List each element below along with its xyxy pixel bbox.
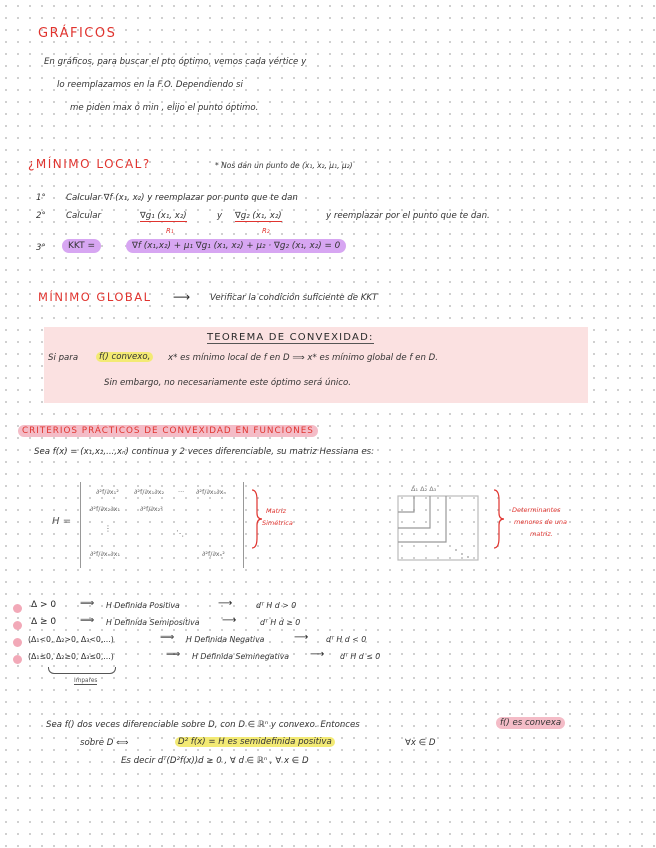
condition-2-arrow: ⟶ <box>222 615 237 626</box>
r2-label: R₂ <box>262 227 270 235</box>
step-1-number: 1° <box>36 193 46 203</box>
condition-1-result: dᵀ H d > 0 <box>256 601 297 610</box>
minimo-local-note: * Nos dan un punto de (x₁, x₂, μ₁, μ₂) <box>215 161 353 170</box>
impares-bracket <box>48 667 116 674</box>
condition-1-implies: ⟹ <box>80 598 95 609</box>
condition-2-implies: ⟹ <box>80 615 95 626</box>
condition-4-implies: ⟹ <box>166 649 181 660</box>
condition-4-delta: (Δ₁≤0, Δ₂≥0, Δ₃≤0,...) <box>28 652 114 661</box>
minimo-global-title: MÍNIMO GLOBAL <box>38 290 152 304</box>
step-2-and: y <box>217 211 223 221</box>
hessian-dots: ··· <box>178 488 185 496</box>
minors-note-1: Determinantes <box>512 506 561 514</box>
deltas-labels: Δ₁ Δ₂ Δ₃ <box>411 485 437 493</box>
condition-3-result: dᵀ H d < 0 <box>326 635 367 644</box>
minors-note-2: menores de una <box>514 518 567 526</box>
r1-label: R₁ <box>166 227 174 235</box>
hessian-entry-21: ∂²f/∂x₂∂x₁ <box>90 505 121 513</box>
step-2-grad-g2: ∇g₂ (x₁, x₂) <box>235 211 282 221</box>
graficos-line-1: En gráficos, para buscar el pto óptimo, vemos cada vértice y <box>44 57 307 67</box>
final-line-2-start: sobre D ⟺ <box>80 738 129 748</box>
hessian-label: H = <box>52 516 72 527</box>
step-2-number: 2° <box>36 211 46 221</box>
hessian-entry-22: ∂²f/∂x₂² <box>140 505 163 513</box>
minimo-global-text: Verificar la condición suficiente de KKT <box>210 293 378 303</box>
step-2-grad-g1: ∇g₁ (x₁, x₂) <box>140 211 187 221</box>
teorema-line-2: Sin embargo, no necesariamente este óptimo será único. <box>104 378 351 388</box>
teorema-if: Si para <box>48 353 79 363</box>
condition-2-def: H Definida Semipositiva <box>106 618 200 627</box>
bullet-icon <box>13 638 22 647</box>
graficos-title: GRÁFICOS <box>38 26 117 41</box>
final-line-1: Sea f() dos veces diferenciable sobre D, con D ∈ ℝⁿ y convexo. Entonces <box>46 720 360 730</box>
teorema-title: TEOREMA DE CONVEXIDAD: <box>207 332 374 343</box>
step-1-text: Calcular ∇f (x₁, x₂) y reemplazar por punto que te dan <box>66 193 298 203</box>
final-hessian-highlight: D² f(x) = H es semidefinida positiva <box>175 737 335 747</box>
condition-4-def: H Definida Seminegativa <box>192 652 290 661</box>
graficos-line-2: lo reemplazamos en la F.O. Dependiendo si <box>57 80 243 90</box>
condition-3-arrow: ⟶ <box>294 632 309 643</box>
teorema-line-1: x* es mínimo local de f en D ⟹ x* es mínimo global de f en D. <box>168 353 438 363</box>
condition-4-arrow: ⟶ <box>310 649 325 660</box>
condition-1-arrow: ⟶ <box>218 598 233 609</box>
condition-3-delta: (Δ₁<0, Δ₂>0, Δ₃<0,...) <box>28 635 114 644</box>
graficos-line-3: me piden max ó min , elijo el punto óptimo. <box>70 103 259 113</box>
hessian-entry-11: ∂²f/∂x₁² <box>96 488 119 496</box>
hessian-vdots: ⋮ <box>104 524 112 533</box>
teorema-convex-highlight: f() convexo, <box>96 352 153 362</box>
hessian-entry-12: ∂²f/∂x₁∂x₂ <box>134 488 165 496</box>
condition-3-implies: ⟹ <box>160 632 175 643</box>
final-convex-highlight: f() es convexa <box>496 717 565 729</box>
minimo-local-title: ¿MÍNIMO LOCAL? <box>28 157 151 171</box>
brace-minors-icon <box>492 488 506 550</box>
final-line-2-end: ∀x ∈ D <box>405 738 436 748</box>
arrow-icon: ⟶ <box>173 290 191 304</box>
condition-4-result: dᵀ H d ≤ 0 <box>340 652 381 661</box>
hessian-ddots: ⋱ <box>176 529 184 538</box>
condition-2-delta: Δ ≥ 0 <box>31 617 57 627</box>
bullet-icon <box>13 604 22 613</box>
minors-note-3: matriz. <box>530 530 553 538</box>
step-2-calc: Calcular <box>66 211 102 221</box>
impares-label: Impares <box>74 678 98 684</box>
kkt-label: KKT = <box>62 239 101 253</box>
bullet-icon <box>13 655 22 664</box>
hessian-entry-1n: ∂²f/∂x₁∂xₙ <box>196 488 227 496</box>
bullet-icon <box>13 621 22 630</box>
step-2-rest: y reemplazar por el punto que te dan. <box>326 211 490 221</box>
hessian-entry-n1: ∂²f/∂xₙ∂x₁ <box>90 550 121 558</box>
hessian-entry-nn: ∂²f/∂xₙ² <box>202 550 225 558</box>
condition-3-def: H Definida Negativa <box>186 635 265 644</box>
step-3-number: 3° <box>36 243 46 253</box>
matrix-note-2: Simétrica <box>262 519 293 527</box>
final-line-3: Es decir dᵀ(D²f(x))d ≥ 0 , ∀ d ∈ ℝⁿ , ∀ x ∈ D <box>121 756 309 766</box>
kkt-formula: ∇f (x₁,x₂) + μ₁ ∇g₁ (x₁, x₂) + μ₂ · ∇g₂ (x₁, x₂) = 0 <box>126 239 346 253</box>
condition-2-result: dᵀ H d ≥ 0 <box>260 618 301 627</box>
condition-1-def: H Definida Positiva <box>106 601 180 610</box>
condition-1-delta: Δ > 0 <box>31 600 57 610</box>
criterios-intro: Sea f(x) = (x₁,x₂,...,xₙ) continua y 2 veces diferenciable, su matriz Hessiana es: <box>34 447 374 457</box>
criterios-title: CRITERIOS PRÁCTICOS DE CONVEXIDAD EN FUNCIONES <box>18 425 318 437</box>
minors-diagram-icon <box>396 494 480 562</box>
matrix-note-1: Matriz <box>266 507 287 515</box>
